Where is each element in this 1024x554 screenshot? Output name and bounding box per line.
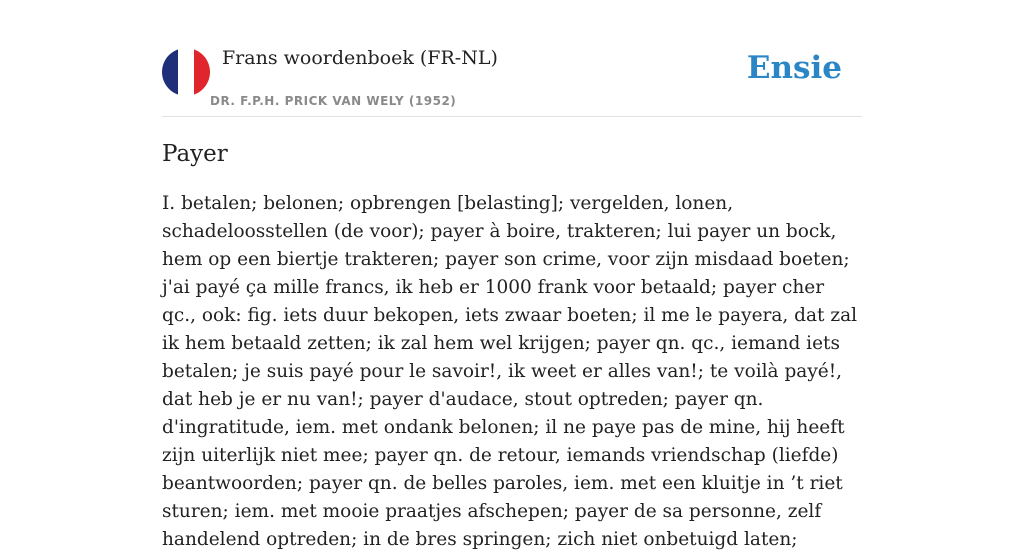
dictionary-author: DR. F.P.H. PRICK VAN WELY (1952) — [210, 94, 457, 108]
flag-stripe-red — [194, 48, 210, 96]
entry-definition: I. betalen; belonen; opbrengen [belasting]; vergelden, lonen, schadeloosstellen (de voor); payer à boire, trakteren; lui payer un bock, hem op een biertje trakteren; payer son crime, voor zijn misdaad boeten; j'ai payé ça mille francs, ik heb er 1000 frank voor betaald; payer cher qc., ook: fig. iets duur bekopen, iets zwaar boeten; il me le payera, dat zal ik hem betaald zetten; ik zal hem wel krijgen; payer qn. qc., iemand iets betalen; je suis payé pour le savoir!, ik weet er alles van!; te voilà payé!, dat heb je er nu van!; payer d'audace, stout optreden; payer qn. d'ingratitude, iem. met ondank belonen; il ne paye pas de mine, hij heeft zijn uiterlijk niet mee; payer qn. de retour, iemands vriendschap (liefde) beantwoorden; payer qn. de belles paroles, iem. met een kluitje in ’t riet sturen; iem. met mooie praatjes afschepen; payer de sa personne, zelf handelend optreden; in de bres springen; zich niet onbetuigd laten; — [162, 193, 858, 550]
entry-headword: Payer — [162, 141, 228, 167]
flag-stripe-blue — [162, 48, 178, 96]
flag-stripe-white — [178, 48, 194, 96]
ensie-logo[interactable]: Ensie — [746, 50, 842, 86]
dictionary-title[interactable]: Frans woordenboek (FR-NL) — [222, 47, 498, 69]
dictionary-header — [162, 44, 862, 117]
france-flag-icon — [162, 48, 210, 96]
dictionary-card — [162, 44, 862, 554]
